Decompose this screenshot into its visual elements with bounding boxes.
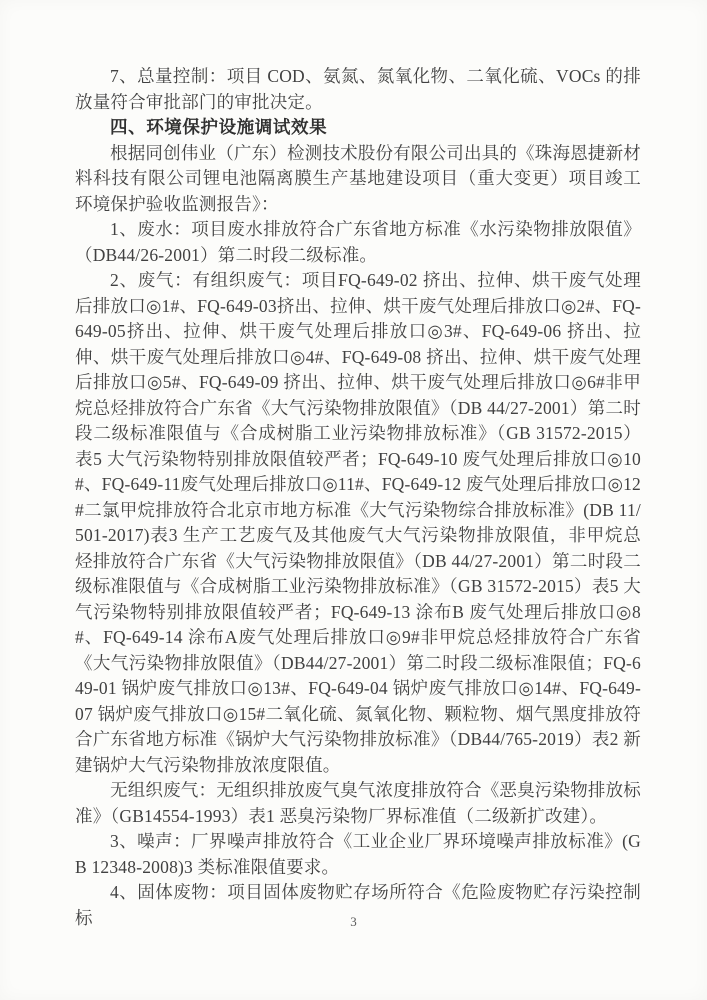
paragraph-waste-gas-fugitive: 无组织废气：无组织排放废气臭气浓度排放符合《恶臭污染物排放标准》（GB14554-1993）表1 恶臭污染物厂界标准值（二级新扩改建）。 xyxy=(75,780,641,826)
document-text-block xyxy=(75,64,641,931)
paragraph-report-basis: 根据同创伟业（广东）检测技术股份有限公司出具的《珠海恩捷新材料科技有限公司锂电池隔离膜生产基地建设项目（重大变更）项目竣工环境保护验收监测报告》： xyxy=(75,142,641,214)
section-heading-environmental-facility-commissioning: 四、环境保护设施调试效果 xyxy=(110,117,328,137)
paragraph-total-amount-control: 7、总量控制：项目 COD、氨氮、氮氧化物、二氧化硫、VOCs 的排放量符合审批部门的审批决定。 xyxy=(75,66,641,112)
paragraph-wastewater: 1、废水：项目废水排放符合广东省地方标准《水污染物排放限值》（DB44/26-2001）第二时段二级标准。 xyxy=(75,219,641,265)
paragraph-solid-waste: 4、固体废物：项目固体废物贮存场所符合《危险废物贮存污染控制标 xyxy=(75,882,641,928)
page-number: 3 xyxy=(350,914,357,929)
paragraph-noise: 3、噪声：厂界噪声排放符合《工业企业厂界环境噪声排放标准》(GB 12348-2008)3 类标准限值要求。 xyxy=(75,831,641,877)
paragraph-waste-gas-organized: 2、废气：有组织废气：项目FQ-649-02 挤出、拉伸、烘干废气处理后排放口◎1#、FQ-649-03挤出、拉伸、烘干废气处理后排放口◎2#、FQ-649-05挤出、拉伸、烘干废气处理后排放口◎3#、FQ-649-06 挤出、拉伸、烘干废气处理后排放口◎4#、FQ-649-08 挤出、拉伸、烘干废气处理后排放口◎5#、FQ-649-09 挤出、拉伸、烘干废气处理后排放口◎6#非甲烷总烃排放符合广东省《大气污染物排放限值》（DB 44/27-2001）第二时段二级标准限值与《合成树脂工业污染物排放标准》（GB 31572-2015）表5 大气污染物特别排放限值较严者；FQ-649-10 废气处理后排放口◎10#、FQ-649-11废气处理后排放口◎11#、FQ-649-12 废气处理后排放口◎12#二氯甲烷排放符合北京市地方标准《大气污染物综合排放标准》(DB 11/501-2017)表3 生产工艺废气及其他废气大气污染物排放限值，非甲烷总烃排放符合广东省《大气污染物排放限值》（DB 44/27-2001）第二时段二级标准限值与《合成树脂工业污染物排放标准》（GB 31572-2015）表5 大气污染物特别排放限值较严者；FQ-649-13 涂布B 废气处理后排放口◎8#、FQ-649-14 涂布A废气处理后排放口◎9#非甲烷总烃排放符合广东省《大气污染物排放限值》（DB44/27-2001）第二时段二级标准限值；FQ-649-01 锅炉废气排放口◎13#、FQ-649-04 锅炉废气排放口◎14#、FQ-649-07 锅炉废气排放口◎15#二氧化硫、氮氧化物、颗粒物、烟气黑度排放符合广东省地方标准《锅炉大气污染物排放标准》（DB44/765-2019）表2 新建锅炉大气污染物排放浓度限值。 xyxy=(75,270,641,775)
